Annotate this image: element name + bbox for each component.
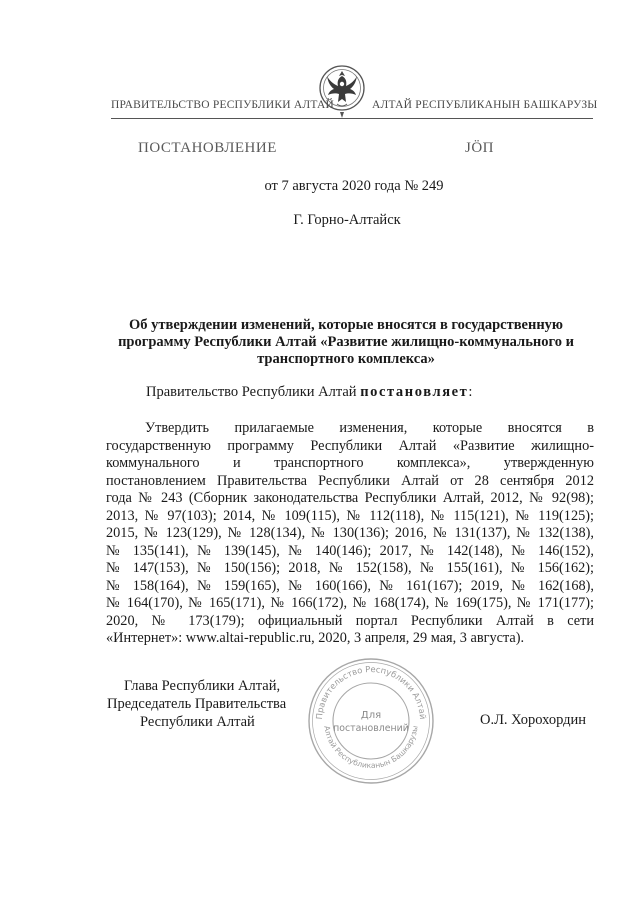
body-line: 2015, № 123(129), № 128(134), № 130(136); 2016, № 131(137), № 132(138), (106, 525, 594, 541)
body-line: 2013, № 97(103); 2014, № 109(115), № 112(118), № 115(121), № 119(125); (106, 507, 594, 524)
body-line: «Интернет»: www.altai-republic.ru, 2020, 3 апреля, 29 мая, 3 августа). (106, 630, 525, 646)
signature-position-line: Глава Республики Алтай, (124, 678, 281, 694)
body-line: № 164(170), № 165(171), № 166(172), № 168(174), № 169(175), № 171(177); (106, 595, 594, 611)
signer-name: О.Л. Хорохордин (480, 712, 587, 728)
doc-type-ru: ПОСТАНОВЛЕНИЕ (138, 140, 277, 156)
preamble-suffix: : (468, 384, 473, 400)
coat-of-arms-icon (316, 62, 368, 122)
body-line: № 135(141), № 139(145), № 140(146); 2017, № 142(148), № 146(152), (106, 542, 594, 559)
document-city: Г. Горно-Алтайск (293, 212, 401, 228)
body-line: № 147(153), № 150(156); 2018, № 152(158), № 155(161), № 156(162); (106, 560, 594, 576)
title-line: Об утверждении изменений, которые вносятся в государственную (128, 317, 564, 333)
body-line: коммунального и транспортного комплекса», утвержденную (106, 455, 594, 471)
signature-position-line: Председатель Правительства (107, 696, 287, 712)
document-title (104, 317, 588, 368)
body-line: постановлением Правительства Республики Алтай от 28 сентября 2012 (106, 472, 594, 489)
title-line: транспортного комплекса» (257, 351, 435, 367)
body-line: года № 243 (Сборник законодательства Республики Алтай, 2012, № 92(98); (106, 490, 594, 506)
preamble (146, 384, 472, 401)
signature-position-line: Республики Алтай (140, 714, 255, 730)
document-date-number: от 7 августа 2020 года № 249 (264, 178, 444, 194)
stamp-center-text: Для (360, 710, 382, 721)
title-line: программу Республики Алтай «Развитие жилищно-коммунального и (118, 334, 574, 350)
stamp-center-text: постановлений (333, 723, 409, 734)
preamble-emphasis: постановляет (360, 384, 469, 400)
government-name-alt: АЛТАЙ РЕСПУБЛИКАНЫН БАШКАРУЗЫ (372, 99, 598, 111)
body-line: № 158(164), № 159(165), № 160(166), № 161(167); 2019, № 162(168), (106, 577, 594, 594)
stamp-outer-text-bottom: Алтай Республиканын Башкарузы (322, 724, 420, 771)
preamble-text: Правительство Республики Алтай (146, 384, 361, 400)
header-divider (111, 118, 593, 119)
stamp-outer-text-top: Правительство Республики Алтай (313, 663, 429, 720)
body-line: 2020, № 173(179); официальный портал Республики Алтай в сети (106, 612, 594, 629)
government-name-ru: ПРАВИТЕЛЬСТВО РЕСПУБЛИКИ АЛТАЙ (111, 99, 335, 111)
official-stamp (306, 656, 436, 786)
doc-type-alt: JÖП (465, 140, 495, 156)
body-line: государственную программу Республики Алтай «Развитие жилищно- (106, 437, 594, 454)
body-paragraph (106, 420, 594, 648)
body-line: Утвердить прилагаемые изменения, которые вносятся в (145, 420, 594, 436)
